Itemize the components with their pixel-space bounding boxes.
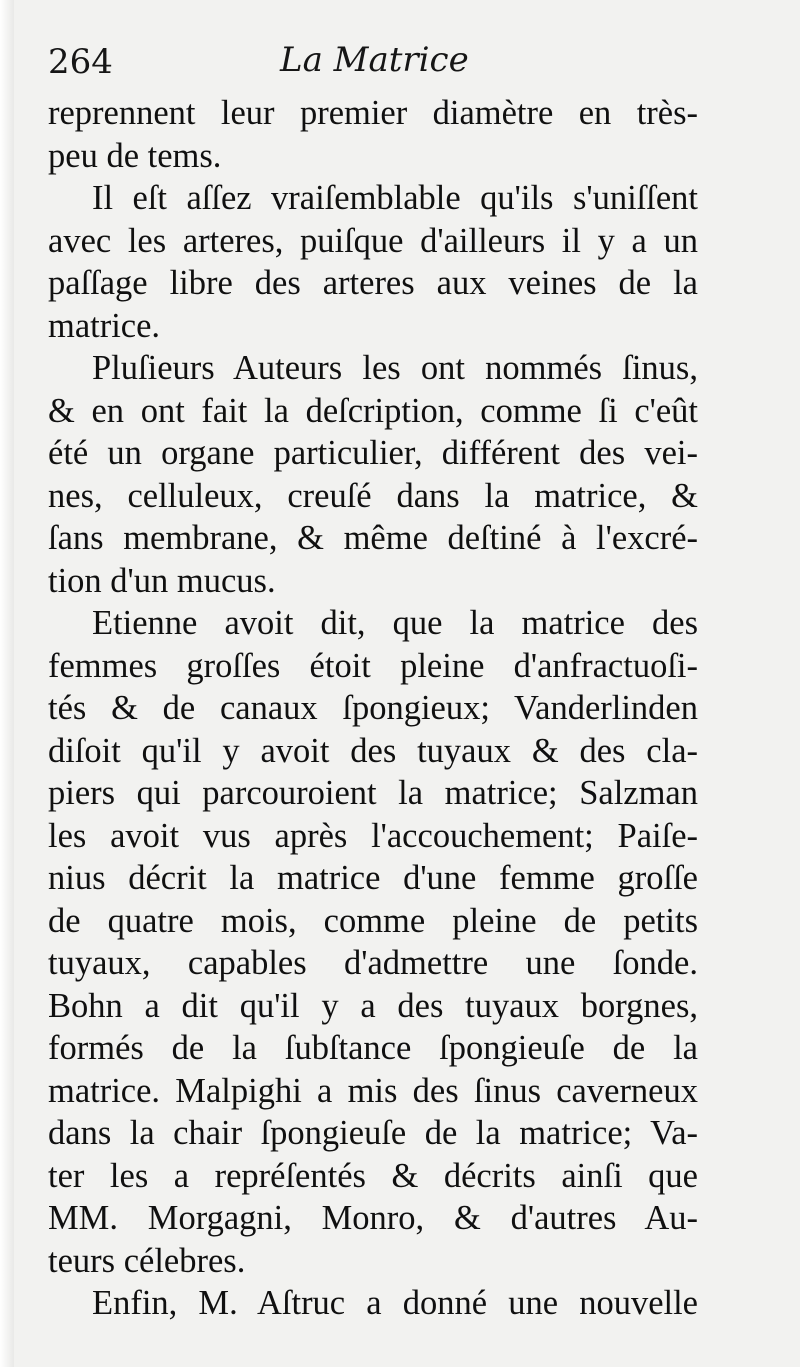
page-number: 264 — [48, 42, 113, 82]
text-line: Pluſieurs Auteurs les ont nommés ſinus, — [92, 349, 698, 387]
text-line: Enfin, M. Aſtruc a donné une nouvelle — [92, 1284, 698, 1322]
text-line: tés & de canaux ſpongieux; Vanderlinden — [48, 689, 698, 727]
text-line: piers qui parcouroient la matrice; Salzman — [48, 774, 698, 812]
text-line: avec les arteres, puiſque d'ailleurs il y a un — [48, 221, 698, 260]
text-line: tuyaux, capables d'admettre une ſonde. — [48, 944, 698, 982]
text-line: formés de la ſubſtance ſpongieuſe de la — [48, 1029, 698, 1067]
text-line: peu de tems. — [48, 136, 222, 175]
text-line: Bohn a dit qu'il y a des tuyaux borgnes, — [48, 986, 698, 1025]
text-line: teurs célebres. — [48, 1241, 246, 1280]
text-line: paſſage libre des arteres aux veines de la — [48, 264, 698, 302]
text-line: Etienne avoit dit, que la matrice des — [92, 604, 698, 642]
page-edge — [0, 0, 14, 1367]
text-line: les avoit vus après l'accouchement; Paiſe- — [48, 816, 698, 855]
text-line: reprennent leur premier diamètre en très- — [48, 94, 698, 132]
text-line: matrice. Malpighi a mis des ſinus caverneux — [48, 1071, 698, 1110]
text-line: nes, celluleux, creuſé dans la matrice, & — [48, 476, 698, 515]
running-title: La Matrice — [280, 40, 469, 80]
text-line: ſans membrane, & même deſtiné à l'excré- — [48, 519, 698, 557]
text-line: MM. Morgagni, Monro, & d'autres Au- — [48, 1199, 698, 1237]
text-line: tion d'un mucus. — [48, 561, 276, 600]
text-line: dans la chair ſpongieuſe de la matrice; Va- — [48, 1114, 698, 1152]
running-head — [48, 36, 698, 92]
body-text — [48, 92, 698, 1325]
text-line: diſoit qu'il y avoit des tuyaux & des cla- — [48, 731, 698, 770]
text-line: & en ont fait la deſcription, comme ſi c'eût — [48, 391, 698, 430]
text-line: de quatre mois, comme pleine de petits — [48, 901, 698, 940]
text-line: été un organe particulier, différent des vei- — [48, 434, 698, 472]
text-line: matrice. — [48, 306, 161, 345]
text-line: Il eſt aſſez vraiſemblable qu'ils s'uniſſent — [92, 179, 698, 217]
text-line: nius décrit la matrice d'une femme groſſe — [48, 859, 698, 897]
text-line: femmes groſſes étoit pleine d'anfractuoſi- — [48, 646, 698, 685]
text-line: ter les a repréſentés & décrits ainſi que — [48, 1156, 698, 1195]
